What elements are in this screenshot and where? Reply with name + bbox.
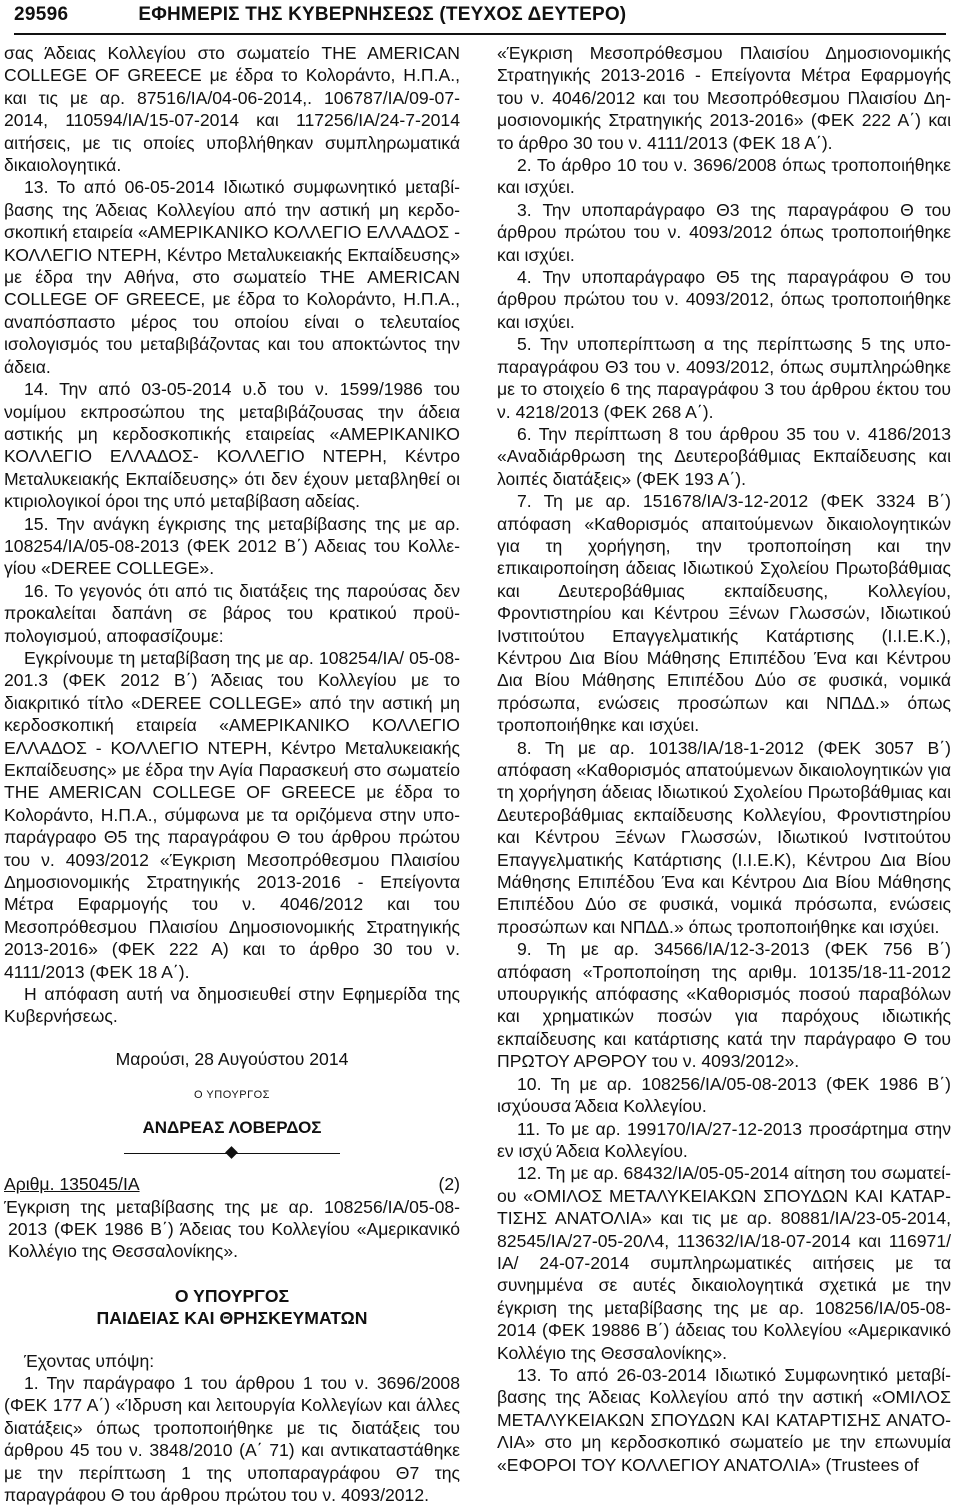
paragraph-left-16: 16. Το γεγονός ότι από τις διατάξεις της παρούσας δεν προκαλείται δαπάνη σε βάρος του κρατικού προϋπολογισμού, αποφασίζουμε: [4, 580, 460, 646]
paragraph-right-2: 2. Το άρθρο 10 του ν. 3696/2008 όπως τροποποιήθηκε και ισχύει. [497, 155, 951, 198]
section-divider [4, 1145, 460, 1163]
paragraph-right-12: 12. Τη με αρ. 68432/ΙΑ/05-05-2014 αίτηση του σωματείου «ΟΜΙΛΟΣ ΜΕΤΑΛΥΚΕΙΑΚΩΝ ΣΠΟΥΔΩΝ ΚΑΙ ΚΑΤΑΡΤΙΣΗΣ ΑΝΑΤΟΛΙΑ» και τις με αρ. 80881/ΙΑ/23-05-2014, 82545/ΙΑ/27-05-20Λ4, 113632/ΙΑ/18-07-2014 και 116971/ΙΑ/ 24-07-2014 συμπληρωματικές αιτήσεις με τα συνημμένα σε αυτές δικαιολογητικά σχετικά με την έγκριση της μεταβίβασης της με αρ. 108256/ΙΑ/05-08-2014 (ΦΕΚ 19886 Β΄) άδειας του Κολλεγίου «Αμερικανικό Κολλέγιο της Θεσσαλονίκης». [497, 1163, 951, 1363]
sign-name: ΑΝΔΡΕΑΣ ΛΟΒΕΡΔΟΣ [142, 1117, 322, 1137]
sign-place-date: Μαρούσι, 28 Αυγούστου 2014 [115, 1048, 349, 1069]
ministry-title: ΠΑΙΔΕΙΑΣ ΚΑΙ ΘΡΗΣΚΕΥΜΑΤΩΝ [96, 1308, 368, 1329]
minister-title: Ο ΥΠΟΥΡΓΟΣ [174, 1285, 290, 1306]
paragraph-right-3: 3. Την υποπαράγραφο Θ3 της παραγράφου Θ του άρθρου πρώτου του ν. 4093/2012 όπως τροποποιήθηκε και ισχύει. [497, 199, 951, 265]
paragraph-approval: Εγκρίνουμε τη μεταβίβαση της με αρ. 108254/ΙΑ/ 05-08-201.3 (ΦΕΚ 2012 Β΄) Άδειας του Κολλεγίου με το διακριτικό τίτλο «DEREE COLLEGE» από την αστική μη κερδοσκοπική εταιρεία «ΑΜΕΡΙΚΑΝΙΚΟ ΚΟΛΛΕΓΙΟ ΕΛΛΑΔΟΣ - ΚΟΛΛΕΓΙΟ ΝΤΕΡΗ, Κέντρο Μεταλυκειακής Εκπαίδευσης» με έδρα την Αγία Παρασκευή στο σωματείο THE AMERICAN COLLEGE OF GREECE με έδρα το Κολοράντο, Η.Π.Α., σύμφωνα με τα οριζόμενα στην υποπαράγραφο Θ5 της παραγράφου Θ του άρθρου πρώτου του ν. 4093/2012 «Έγκριση Μεσοπρόθεσμου Πλαισίου Δημοσιονομικής Στρατηγικής 2013-2016 - Επείγοντα Μέτρα Εφαρμογής του ν. 4046/2012 και του Μεσοπρόθεσμου Πλαισίου Δημοσιονομικής Στρατηγικής 2013-2016» (ΦΕΚ 222 Α) και το άρθρο 30 του ν. 4111/2013 (ΦΕΚ 18 Α΄). [4, 647, 460, 982]
paragraph-publication: Η απόφαση αυτή να δημοσιευθεί στην Εφημερίδα της Κυβερνήσεως. [4, 984, 460, 1027]
paragraph-right-5: 5. Την υποπερίπτωση α της περίπτωσης 5 της υποπαραγράφου Θ3 του ν. 4093/2012, όπως συμπληρώθηκε με το στοιχείο 6 της παραγράφου 3 του άρθρου έκτου του ν. 4218/2013 (ΦΕΚ 268 Α΄). [497, 334, 951, 422]
page-header [14, 4, 946, 34]
paragraph-left-15: 15. Την ανάγκη έγκρισης της μεταβίβασης της με αρ. 108254/ΙΑ/05-08-2013 (ΦΕΚ 2012 Β΄) Αδειας του Κολλεγίου «DEREE COLLEGE». [4, 513, 460, 579]
header-rule [14, 33, 946, 35]
page-number: 29596 [14, 4, 69, 25]
left-column [4, 42, 460, 1506]
paragraph-left-1: σας Άδειας Κολλεγίου στο σωματείο THE AMERICAN COLLEGE OF GREECE με έδρα το Κολοράντο, Η.Π.Α., και τις με αρ. 87516/ΙΑ/04-06-2014,. 106787/ΙΑ/09-07-2014, 110594/ΙΑ/15-07-2014 και 117256/ΙΑ/24-7-2014 αιτήσεις, με τις οποίες υποβλήθηκαν συμπληρωματικά δικαιολογητικά. [4, 43, 460, 176]
paragraph-right-1: «Έγκριση Μεσοπρόθεσμου Πλαισίου Δημοσιονομικής Στρατηγικής 2013-2016 - Επείγοντα Μέτρα Εφαρμογής του ν. 4046/2012 και του Μεσοπρόθεσμου Πλαισίου Δημοσιονομικής Στρατηγικής 2013-2016» (ΦΕΚ 222 Α΄) και το άρθρο 30 του ν. 4111/2013 (ΦΕΚ 18 Α΄). [497, 43, 951, 153]
paragraph-right-6: 6. Την περίπτωση 8 του άρθρου 35 του ν. 4186/2013 «Αναδιάρθρωση της Δευτεροβάθμιας Εκπαίδευσης και λοιπές διατάξεις» (ΦΕΚ 193 Α΄). [497, 423, 951, 489]
decision-number: Αριθμ. 135045/ΙΑ [4, 1174, 140, 1195]
paragraph-right-13: 13. Το από 26-03-2014 Ιδιωτικό Συμφωνητικό μεταβίβασης της Άδειας Κολλεγίου από την αστική «ΟΜΙΛΟΣ ΜΕΤΑΛΥΚΕΙΑΚΩΝ ΣΠΟΥΔΩΝ ΚΑΙ ΚΑΤΑΡΤΙΣΗΣ ΑΝΑΤΟΛΙΑ» στο μη κερδοσκοπικό σωματείο με την επωνυμία «ΕΦΟΡΟΙ ΤΟΥ ΚΟΛΛΕΓΙΟΥ ΑΝΑΤΟΛΙΑ» (Trustees of [497, 1364, 951, 1475]
paragraph-right-7: 7. Τη με αρ. 151678/ΙΑ/3-12-2012 (ΦΕΚ 3324 Β΄) απόφαση «Καθορισμός απαιτούμενων δικαιολογητικών για τη χορήγηση, την τροποποίηση και την επικαιροποίηση άδειας Ιδιωτικού Σχολείου Πρωτοβάθμιας και Δευτεροβάθμιας εκπαίδευσης, Κολλεγίου, Φροντιστηρίου και Κέντρου Ξένων Γλωσσών, Ιδιωτικού Ινστιτούτου Επαγγελματικής Κατάρτισης (Ι.Ι.Ε.Κ.), Κέντρου Δια Βίου Μάθησης Επιπέδου Ένα και Κέντρου Δια Βίου Μάθησης Επιπέδου Δύο σε φυσικά, νομικά πρόσωπα, ενώσεις προσώπων και ΝΠΔΔ.» όπως τροποποιήθηκε και ισχύει. [497, 491, 951, 736]
decision-sequence: (2) [438, 1174, 460, 1195]
right-column [497, 42, 951, 1476]
having-regard: Έχοντας υπόψη: [24, 1350, 155, 1371]
paragraph-right-9: 9. Τη με αρ. 34566/ΙΑ/12-3-2013 (ΦΕΚ 756 Β΄) απόφαση «Τροποποίηση της αριθμ. 10135/18-11-2012 υπουργικής απόφασης «Καθορισμός ποσού παραβόλων και χρηματικών ποσών για παρόχους ιδιωτικής εκπαίδευσης και κατάρτισης κατά την παράγραφο Θ του ΠΡΩΤΟΥ ΑΡΘΡΟΥ του ν. 4093/2012». [497, 939, 951, 1072]
sign-role: Ο ΥΠΟΥΡΓΟΣ [194, 1089, 270, 1102]
paragraph-left-14: 14. Την από 03-05-2014 υ.δ του ν. 1599/1986 του νομίμου εκπροσώπου της μεταβιβάζουσας την άδεια αστικής μη κερδοσκοπικής εταιρείας «ΑΜΕΡΙΚΑΝΙΚΟ ΚΟΛΛΕΓΙΟ ΕΛΛΑΔΟΣ- ΚΟΛΛΕΓΙΟ ΝΤΕΡΗ, Κέντρο Μεταλυκειακής Εκπαίδευσης» ότι δεν έχουν μεταβληθεί οι κτιριολογικοί όροι της υπό μεταβίβαση αδείας. [4, 379, 460, 512]
paragraph-regard-1: 1. Την παράγραφο 1 του άρθρου 1 του ν. 3696/2008 (ΦΕΚ 177 Α΄) «Ίδρυση και λειτουργία Κολλεγίων και άλλες διατάξεις» όπως τροποποιήθηκε με τις διατάξεις του άρθρου 45 του ν. 3848/2010 (Α΄ 71) και αντικαταστάθηκε με την περίπτωση 1 της υποπαραγράφου Θ7 της παραγράφου Θ του άρθρου πρώτου του ν. 4093/2012. [4, 1372, 460, 1505]
paragraph-left-13: 13. Το από 06-05-2014 Ιδιωτικό συμφωνητικό μεταβίβασης της Άδειας Κολλεγίου από την αστική μη κερδοσκοπική εταιρεία «ΑΜΕΡΙΚΑΝΙΚΟ ΚΟΛΛΕΓΙΟ ΕΛΛΑΔΟΣ - ΚΟΛΛΕΓΙΟ ΝΤΕΡΗ, Κέντρο Μεταλυκειακής Εκπαίδευσης» με έδρα την Αθήνα, στο σωματείο THE AMERICAN COLLEGE OF GREECE, με έδρα το Κολοράντο, Η.Π.Α., αναπόσπαστο μέρος του οποίου είναι ο τελευταίος ισολογισμός του μεταβιβάζοντας και του αποκτώντος την άδεια. [4, 177, 460, 377]
paragraph-right-10: 10. Τη με αρ. 108256/ΙΑ/05-08-2013 (ΦΕΚ 1986 Β΄) ισχύουσα Άδεια Κολλεγίου. [497, 1073, 951, 1117]
running-title: ΕΦΗΜΕΡΙΣ ΤΗΣ ΚΥΒΕΡΝΗΣΕΩΣ (ΤΕΥΧΟΣ ΔΕΥΤΕΡΟ) [138, 4, 627, 25]
decision-header [4, 1173, 460, 1195]
paragraph-right-4: 4. Την υποπαράγραφο Θ5 της παραγράφου Θ του άρθρου πρώτου του ν. 4093/2012, όπως τροποποιήθηκε και ισχύει. [497, 267, 951, 332]
paragraph-right-11: 11. Το με αρ. 199170/ΙΑ/27-12-2013 προσάρτημα στην εν ισχύ Άδεια Κολλεγίου. [497, 1118, 951, 1161]
paragraph-right-8: 8. Τη με αρ. 10138/ΙΑ/18-1-2012 (ΦΕΚ 3057 Β΄) απόφαση «Καθορισμός απατούμενων δικαιολογητικών για τη χορήγηση άδειας Ιδιωτικού Σχολείου Πρωτοβάθμιας και Δευτεροβάθμιας εκπαίδευσης Κολλεγίου, Φροντιστηρίου και Κέντρου Ξένων Γλωσσών, Ιδιωτικού Ινστιτούτου Επαγγελματικής Κατάρτισης (Ι.Ι.Ε.Κ), Κέντρου Δια Βίου Μάθησης Επιπέδου Ένα και Κέντρου Δια Βίου Μάθησης Επιπέδου Δύο σε φυσικά, νομικά πρόσωπα, ενώσεις προσώπων και ΝΠΔΔ.» όπως τροποποιήθηκε και ισχύει. [497, 737, 951, 937]
diamond-icon [225, 1146, 238, 1159]
decision-subject: Έγκριση της μεταβίβασης της με αρ. 108256/ΙΑ/05-08-2013 (ΦΕΚ 1986 Β΄) Άδειας του Κολλεγίου «Αμερικανικό Κολλέγιο της Θεσσαλονίκης». [4, 1196, 460, 1262]
